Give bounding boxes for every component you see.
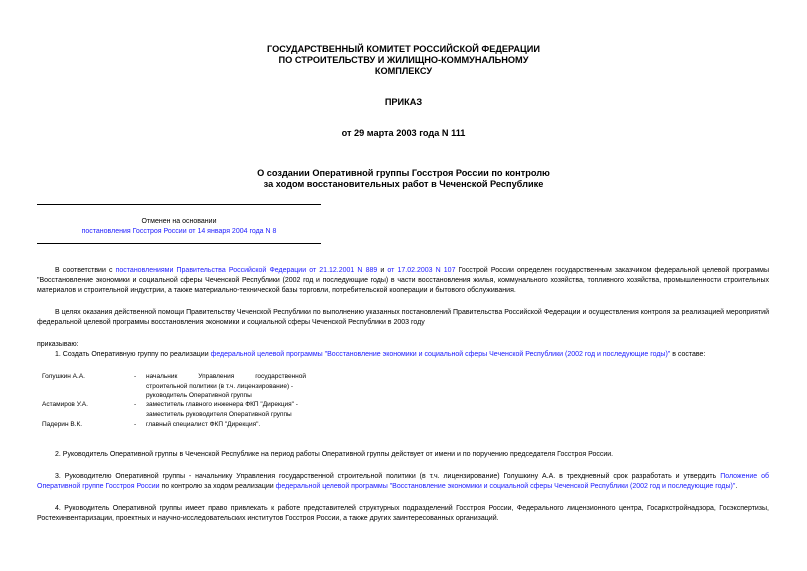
item-3 <box>37 472 769 492</box>
member-dash: - <box>134 421 137 428</box>
member-dash: - <box>134 401 137 408</box>
document-date-number: от 29 марта 2003 года N 111 <box>341 128 466 138</box>
member-role-line: начальник Управления государственной <box>146 373 306 380</box>
separator-bottom <box>37 243 321 244</box>
agency-name-line-1: ГОСУДАРСТВЕННЫЙ КОМИТЕТ РОССИЙСКОЙ ФЕДЕРАЦИИ <box>267 44 540 54</box>
preamble-text-1: В соответствии с <box>55 267 116 274</box>
annulled-note-link-line <box>37 227 321 237</box>
preamble-text-2: и <box>377 267 388 274</box>
paragraph-purpose: В целях оказания действенной помощи Правительству Чеченской Республики по выполнению указанных постановлений Правительства Российской Федерации и осуществления контроля за реализацией мероприятий федеральной целевой программы восстановления экономики и социальной сферы Чеченской Республики в 2003 году <box>37 309 769 326</box>
member-role-line: главный специалист ФКП "Дирекция". <box>146 421 261 428</box>
annulled-note: Отменен на основании <box>141 218 217 225</box>
annulled-decree-link[interactable]: постановления Госстроя России от 14 января 2004 года N 8 <box>81 228 277 235</box>
item-3-text-2: по контролю за ходом реализации <box>159 483 276 490</box>
federal-program-link-2[interactable]: федеральной целевой программы "Восстановление экономики и социальной сферы Чеченской Республики (2002 год и последующие годы)" <box>275 483 736 490</box>
item-1-text-2: в составе: <box>670 351 706 358</box>
separator-top <box>37 204 321 205</box>
member-role-line: руководитель Оперативной группы <box>146 392 252 399</box>
member-role <box>146 420 306 430</box>
member-name: Астамиров У.А. <box>42 401 88 408</box>
government-decree-link-2[interactable]: от 17.02.2003 N 107 <box>387 267 456 274</box>
document-title-line-1: О создании Оперативной группы Госстроя России по контролю <box>257 168 550 178</box>
member-name: Голушкин А.А. <box>42 373 85 380</box>
item-2: 2. Руководитель Оперативной группы в Чеченской Республике на период работы Оперативной группы действует от имени и по поручению председателя Госстроя России. <box>55 451 614 458</box>
agency-name-line-3: КОМПЛЕКСУ <box>374 66 433 76</box>
member-name: Падерин В.К. <box>42 421 83 428</box>
item-4: 4. Руководитель Оперативной группы имеет право привлекать к работе представителей структурных подразделений Госстроя России, Федерального лицензионного центра, Госархстройнадзора, Госэкспертизы, Ростехинвентаризации, проектных и научно-исследовательских институтов Госстроя России, а также других заинтересованных организаций. <box>37 505 769 522</box>
member-role <box>146 372 306 401</box>
item-1 <box>37 350 769 360</box>
item-3-text-1: 3. Руководителю Оперативной группы - начальнику Управления государственной строительной политики (в т.ч. лицензирование) Голушкину А.А. в трехдневный срок разработать и утвердить <box>55 473 721 480</box>
member-role-line: строительной политики (в т.ч. лицензирование) - <box>146 382 294 390</box>
government-decree-link-1[interactable]: постановлениями Правительства Российской Федерации от 21.12.2001 N 889 <box>115 267 378 274</box>
document-title-line-2: за ходом восстановительных работ в Чеченской Республике <box>263 179 544 189</box>
member-role <box>146 400 306 419</box>
regulation-link[interactable]: Положение об Оперативной группе Госстроя России <box>37 473 769 490</box>
federal-program-link-1[interactable]: федеральной целевой программы "Восстановление экономики и социальной сферы Чеченской Республики (2002 год и последующие годы)" <box>210 351 671 358</box>
member-role-line: заместитель руководителя Оперативной группы <box>146 410 292 418</box>
item-3-text-3: . <box>735 483 738 490</box>
item-1-text-1: 1. Создать Оперативную группу по реализации <box>55 351 211 358</box>
member-role-line: заместитель главного инженера ФКП "Дирекция" - <box>146 401 298 408</box>
order-word: приказываю: <box>37 341 79 348</box>
document-type: ПРИКАЗ <box>384 97 423 107</box>
paragraph-preamble <box>37 266 769 296</box>
agency-name-line-2: ПО СТРОИТЕЛЬСТВУ И ЖИЛИЩНО-КОММУНАЛЬНОМУ <box>278 55 529 65</box>
preamble-text-3: Госстрой России определен государственным заказчиком федеральной целевой программы "Восстановление экономики и социальной сферы Чеченской Республики (2002 год и последующие годы) в части восстановления жилья, коммунального хозяйства, топливного хозяйства, промышленности строительных материалов и строительной индустрии, а также материально-технической базы торговли, потребительской кооперации и бытового обслуживания. <box>37 267 769 294</box>
members-table <box>42 372 312 432</box>
member-dash: - <box>134 373 137 380</box>
